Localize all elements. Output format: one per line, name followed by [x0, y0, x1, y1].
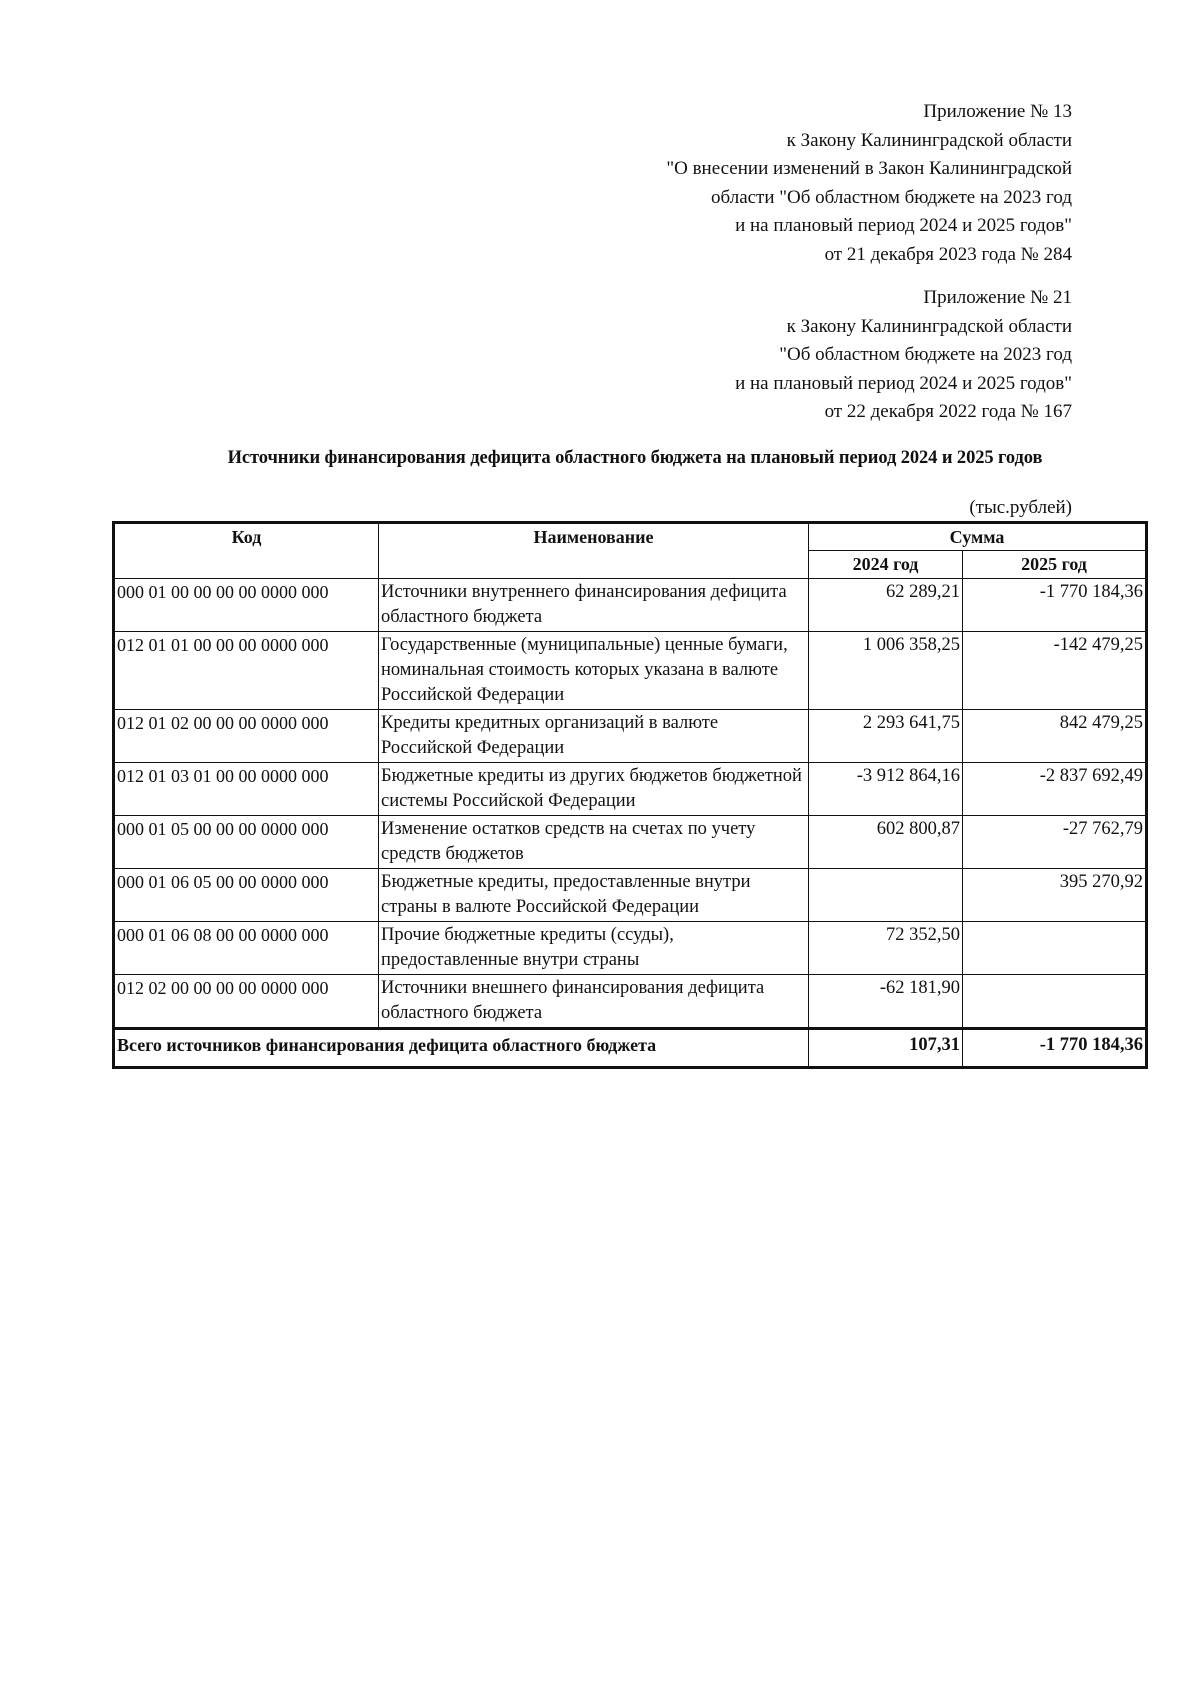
row-value-2025: -2 837 692,49: [963, 763, 1147, 816]
total-row: [114, 1029, 1147, 1068]
annex-13-line: Приложение № 13: [923, 101, 1072, 122]
total-value-2024: 107,31: [809, 1029, 963, 1068]
table-row: [114, 710, 1147, 763]
annex-21-line: к Закону Калининградской области: [786, 315, 1072, 337]
annex-13-header: [666, 98, 1072, 269]
row-value-2024: -62 181,90: [809, 975, 963, 1029]
row-value-2024: 2 293 641,75: [809, 710, 963, 763]
table-row: [114, 869, 1147, 922]
total-label: Всего источников финансирования дефицита областного бюджета: [114, 1029, 809, 1068]
header-sum: Сумма: [809, 523, 1147, 551]
table-row: [114, 632, 1147, 710]
row-value-2025: -27 762,79: [963, 816, 1147, 869]
row-value-2024: -3 912 864,16: [809, 763, 963, 816]
total-value-2025: -1 770 184,36: [963, 1029, 1147, 1068]
row-value-2024: [809, 869, 963, 922]
row-code: 012 01 01 00 00 00 0000 000: [114, 632, 379, 710]
row-name: Кредиты кредитных организаций в валюте Российской Федерации: [379, 710, 809, 763]
row-value-2025: 842 479,25: [963, 710, 1147, 763]
header-code: Код: [114, 523, 379, 579]
unit-label: (тыс.рублей): [969, 497, 1072, 518]
annex-13-line: "О внесении изменений в Закон Калининградской: [666, 158, 1072, 179]
row-name: Источники внутреннего финансирования дефицита областного бюджета: [379, 579, 809, 632]
annex-13-line: к Закону Калининградской области: [786, 129, 1072, 151]
row-value-2024: 1 006 358,25: [809, 632, 963, 710]
row-name: Государственные (муниципальные) ценные бумаги, номинальная стоимость которых указана в валюте Российской Федерации: [379, 632, 809, 710]
row-code: 000 01 06 08 00 00 0000 000: [114, 922, 379, 975]
table-row: [114, 816, 1147, 869]
table-row: [114, 763, 1147, 816]
annex-13-line: от 21 декабря 2023 года № 284: [824, 243, 1072, 265]
row-value-2025: -1 770 184,36: [963, 579, 1147, 632]
budget-sources-table: [112, 521, 1148, 1069]
header-year-2024: 2024 год: [809, 551, 963, 579]
row-value-2025: [963, 922, 1147, 975]
header-year-2025: 2025 год: [963, 551, 1147, 579]
row-name: Прочие бюджетные кредиты (ссуды), предоставленные внутри страны: [379, 922, 809, 975]
table-row: [114, 579, 1147, 632]
annex-13-line: и на плановый период 2024 и 2025 годов": [735, 215, 1072, 236]
row-value-2025: [963, 975, 1147, 1029]
document-title: Источники финансирования дефицита областного бюджета на плановый период 2024 и 2025 годов: [227, 448, 1043, 468]
row-value-2024: 602 800,87: [809, 816, 963, 869]
row-value-2025: -142 479,25: [963, 632, 1147, 710]
row-name: Бюджетные кредиты из других бюджетов бюджетной системы Российской Федерации: [379, 763, 809, 816]
row-name: Бюджетные кредиты, предоставленные внутри страны в валюте Российской Федерации: [379, 869, 809, 922]
annex-21-line: Приложение № 21: [923, 287, 1072, 308]
row-name: Изменение остатков средств на счетах по учету средств бюджетов: [379, 816, 809, 869]
header-name: Наименование: [379, 523, 809, 579]
annex-21-line: "Об областном бюджете на 2023 год: [779, 344, 1072, 365]
row-name: Источники внешнего финансирования дефицита областного бюджета: [379, 975, 809, 1029]
row-code: 012 01 03 01 00 00 0000 000: [114, 763, 379, 816]
row-value-2024: 72 352,50: [809, 922, 963, 975]
table-row: [114, 975, 1147, 1029]
annex-21-line: от 22 декабря 2022 года № 167: [824, 401, 1072, 422]
row-value-2025: 395 270,92: [963, 869, 1147, 922]
annex-21-line: и на плановый период 2024 и 2025 годов": [735, 372, 1072, 394]
row-code: 012 01 02 00 00 00 0000 000: [114, 710, 379, 763]
row-code: 012 02 00 00 00 00 0000 000: [114, 975, 379, 1029]
annex-13-line: области "Об областном бюджете на 2023 год: [711, 186, 1072, 208]
row-code: 000 01 00 00 00 00 0000 000: [114, 579, 379, 632]
table-row: [114, 922, 1147, 975]
row-code: 000 01 05 00 00 00 0000 000: [114, 816, 379, 869]
annex-21-header: [735, 284, 1072, 427]
row-code: 000 01 06 05 00 00 0000 000: [114, 869, 379, 922]
row-value-2024: 62 289,21: [809, 579, 963, 632]
